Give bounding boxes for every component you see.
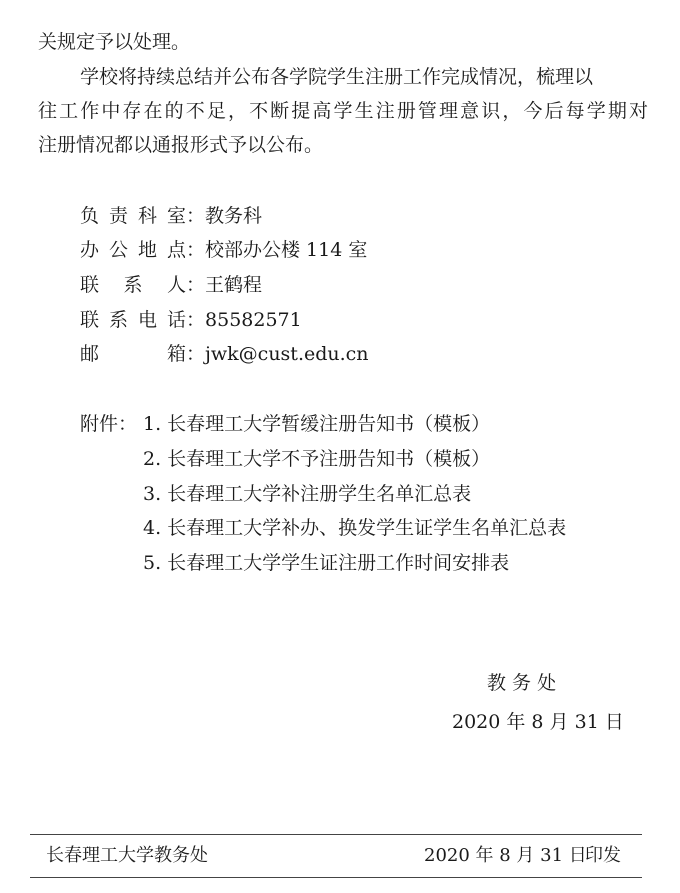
- contact-office-label: 负责科室: [80, 205, 186, 227]
- footer-issued: 印发: [585, 845, 621, 866]
- contact-phone-value: 85582571: [205, 309, 302, 331]
- paragraph-line-2: 往工作中存在的不足，不断提高学生注册管理意识，今后每学期对: [38, 100, 648, 122]
- paragraph-end-line: 关规定予以处理。: [38, 31, 191, 53]
- contact-person: 联 系 人 ： 王鹤程: [80, 274, 263, 296]
- attachment-item-5: 5. 长春理工大学学生证注册工作时间安排表: [143, 552, 510, 574]
- contact-email-value[interactable]: jwk@cust.edu.cn: [205, 343, 369, 365]
- signature-org: 教 务 处: [487, 672, 557, 694]
- contact-office: 负责科室 ： 教务科: [80, 205, 263, 227]
- attachment-item-4: 4. 长春理工大学补办、换发学生证学生名单汇总表: [143, 517, 567, 539]
- contact-phone-label: 联系电话: [80, 309, 186, 331]
- paragraph-line-1: 学校将持续总结并公布各学院学生注册工作完成情况，梳理以: [80, 66, 594, 88]
- contact-office-value: 教务科: [205, 205, 263, 227]
- paragraph-line-3: 注册情况都以通报形式予以公布。: [38, 134, 324, 156]
- attachments-label: 附件：: [80, 413, 138, 435]
- contact-location-label: 办公地点: [80, 239, 186, 261]
- footer-top-rule: [30, 834, 642, 835]
- footer-date: 2020 年 8 月 31 日: [424, 845, 587, 866]
- signature-date: 2020 年 8 月 31 日: [452, 711, 624, 733]
- attachment-item-3: 3. 长春理工大学补注册学生名单汇总表: [143, 483, 472, 505]
- attachment-item-1: 1. 长春理工大学暂缓注册告知书（模板）: [143, 413, 491, 435]
- contact-location-value: 校部办公楼 114 室: [205, 239, 368, 261]
- footer-bottom-rule: [30, 877, 642, 878]
- footer-org: 长春理工大学教务处: [46, 845, 208, 866]
- contact-person-value: 王鹤程: [205, 274, 263, 296]
- contact-email-label: 邮 箱: [80, 343, 186, 365]
- contact-person-label: 联 系 人: [80, 274, 186, 296]
- contact-phone: 联系电话 ： 85582571: [80, 309, 302, 331]
- contact-email: 邮 箱 ： jwk@cust.edu.cn: [80, 343, 369, 365]
- contact-location: 办公地点 ： 校部办公楼 114 室: [80, 239, 368, 261]
- attachment-item-2: 2. 长春理工大学不予注册告知书（模板）: [143, 448, 491, 470]
